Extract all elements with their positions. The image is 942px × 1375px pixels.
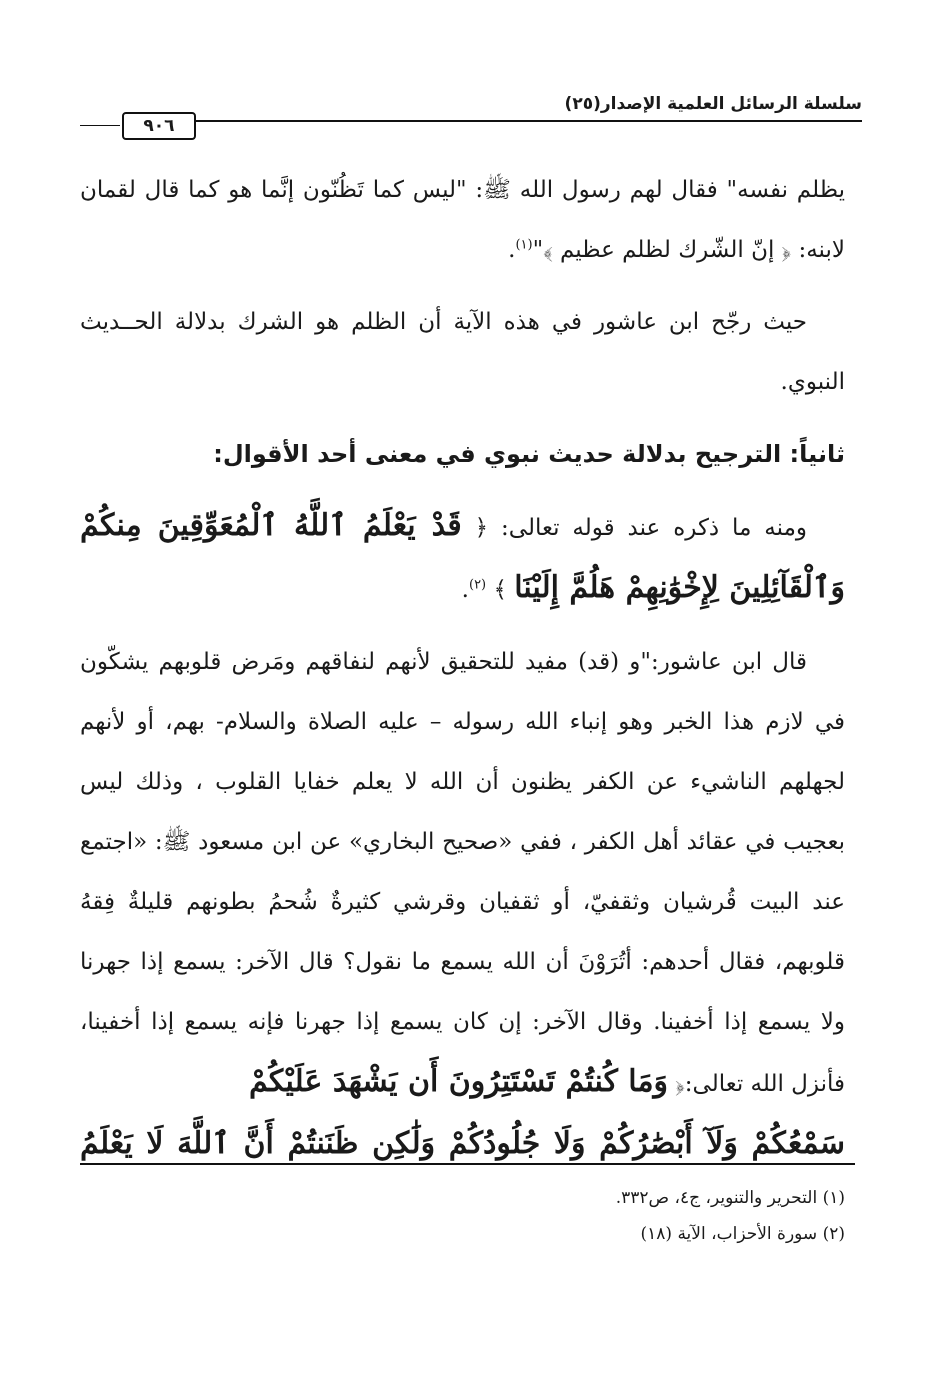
page-number: ٩٠٦ — [122, 112, 196, 140]
paragraph-3: ومنه ما ذكره عند قوله تعالى: ﴿ قَدْ يَعْلَمُ ٱللَّهُ ٱلْمُعَوِّقِينَ مِنكُمْ وَٱلْقَآئِلِينَ لِإِخْوَٰنِهِمْ هَلُمَّ إِلَيْنَا ﴾ $^{(٢)}$. — [80, 508, 845, 605]
footnotes — [80, 1180, 845, 1252]
header-rule-left — [80, 125, 120, 126]
paragraph-1: يظلم نفسه" فقال لهم رسول الله ﷺ: "ليس كما تَظُنّون إنَّما هو كما قال لقمان لابنه: ﴿ إنّ الشّرك لظلم عظيم ﴾"$^{(١)}$. — [80, 177, 845, 263]
section-heading: ثانياً: الترجيح بدلالة حديث نبوي في معنى أحد الأقوال: — [213, 440, 845, 468]
quran-verse-2: وَمَا كُنتُمْ تَسْتَتِرُونَ أَن يَشْهَدَ عَلَيْكُمْ — [248, 1064, 669, 1099]
header-rule — [195, 120, 862, 122]
footnote-2: (٢) سورة الأحزاب، الآية (١٨) — [640, 1224, 845, 1244]
paragraph-2: حيث رجّح ابن عاشور في هذه الآية أن الظلم هو الشرك بدلالة الحــديث النبوي. — [80, 309, 845, 395]
quran-verse-2-continued: سَمْعُكُمْ وَلَآ أَبْصَٰرُكُمْ وَلَا جُلُودُكُمْ وَلَٰكِن ظَنَنتُمْ أَنَّ ٱللَّهَ لَا يَعْلَمُ — [80, 1126, 845, 1161]
quran-verse-1: قَدْ يَعْلَمُ ٱللَّهُ ٱلْمُعَوِّقِينَ مِنكُمْ وَٱلْقَآئِلِينَ لِإِخْوَٰنِهِمْ هَلُمَّ إِلَيْنَا — [80, 508, 845, 605]
page-header — [80, 92, 862, 138]
footnote-ref-1: (١) — [515, 237, 533, 253]
footnote-1: (١) التحرير والتنوير، ج٤، ص٣٣٢. — [615, 1188, 845, 1208]
paragraph-4: قال ابن عاشور:"و (قد) مفيد للتحقيق لأنهم لنفاقهم ومَرض قلوبهم يشكّون في لازم هذا الخبر وهو إنباء الله رسوله – عليه الصلاة والسلام- بهم، أو لأنهم لجهلهم الناشيء عن الكفر يظنون أن الله لا يعلم خفايا القلوب ، وذلك ليس بعجيب في عقائد أهل الكفر ، ففي «صحيح البخاري» عن ابن مسعود ﷺ: «اجتمع عند البيت قُرشيان وثقفيّ، أو ثقفيان وقرشي كثيرةٌ شُحمُ بطونهم قليلةٌ فِقهُ قلوبهم، فقال أحدهم: أتُرَوْنَ أن الله يسمع ما نقول؟ قال الآخر: يسمع إذا جهرنا ولا يسمع إذا أخفينا. وقال الآخر: إن كان يسمع إذا جهرنا فإنه يسمع إذا أخفينا، فأنزل الله تعالى:﴿ وَمَا كُنتُمْ تَسْتَتِرُونَ أَن يَشْهَدَ عَلَيْكُمْ — [80, 649, 845, 1099]
footnote-separator — [80, 1163, 855, 1165]
page-body — [80, 160, 845, 1174]
footnote-ref-2: (٢) — [468, 577, 487, 593]
series-title: سلسلة الرسائل العلمية الإصدار(٢٥) — [564, 94, 862, 114]
